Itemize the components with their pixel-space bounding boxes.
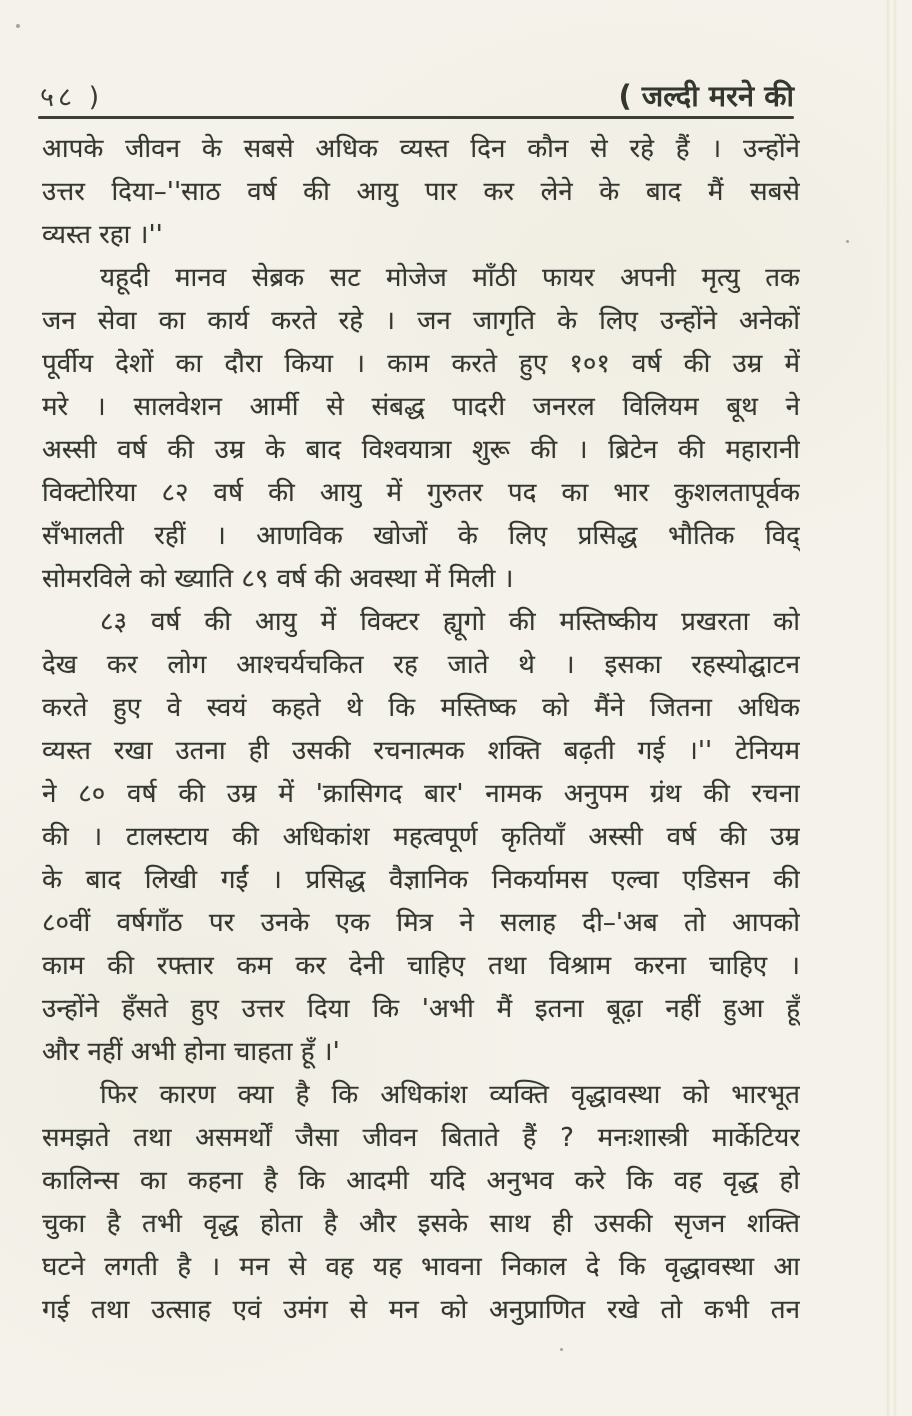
text-line: ८३ वर्ष की आयु में विक्टर ह्यूगो की मस्तिष्कीय प्रखरता को xyxy=(100,607,800,637)
text-line: सोमरविले को ख्याति ८९ वर्ष की अवस्था में मिली । xyxy=(42,564,514,594)
running-title: ( जल्दी मरने की xyxy=(618,79,794,113)
text-line: फिर कारण क्या है कि अधिकांश व्यक्ति वृद्धावस्था को भारभूत xyxy=(100,1080,800,1110)
text-line: यहूदी मानव सेब्रक सट मोजेज माँठी फायर अपनी मृत्यु तक xyxy=(100,263,800,293)
text-line: करते हुए वे स्वयं कहते थे कि मस्तिष्क को मैंने जितना अधिक xyxy=(42,693,800,723)
text-line: मरे । सालवेशन आर्मी से संबद्ध पादरी जनरल विलियम बूथ ने xyxy=(42,392,800,422)
text-line: के बाद लिखी गईं । प्रसिद्ध वैज्ञानिक निकर्यामस एल्वा एडिसन की xyxy=(42,865,800,895)
text-line: अस्सी वर्ष की उम्र के बाद विश्वयात्रा शुरू की । ब्रिटेन की महारानी xyxy=(42,435,800,465)
text-line: घटने लगती है । मन से वह यह भावना निकाल दे कि वृद्धावस्था आ xyxy=(42,1252,800,1282)
paragraph xyxy=(42,128,800,257)
text-line: विक्टोरिया ८२ वर्ष की आयु में गुरुतर पद का भार कुशलतापूर्वक xyxy=(42,478,800,508)
text-line: उत्तर दिया–''साठ वर्ष की आयु पार कर लेने के बाद मैं सबसे xyxy=(42,177,800,207)
text-line: आपके जीवन के सबसे अधिक व्यस्त दिन कौन से रहे हैं । उन्होंने xyxy=(42,134,800,164)
page-number: ५८ ) xyxy=(40,82,104,113)
text-line: चुका है तभी वृद्ध होता है और इसके साथ ही उसकी सृजन शक्ति xyxy=(42,1209,800,1239)
text-line: देख कर लोग आश्चर्यचकित रह जाते थे । इसका रहस्योद्घाटन xyxy=(42,650,800,680)
page-header xyxy=(40,76,794,115)
scan-speck xyxy=(846,240,849,243)
text-line: गई तथा उत्साह एवं उमंग से मन को अनुप्राणित रखे तो कभी तन xyxy=(42,1295,800,1325)
text-line: और नहीं अभी होना चाहता हूँ ।' xyxy=(42,1037,340,1067)
scan-edge-artifact xyxy=(886,0,898,1416)
text-line: व्यस्त रखा उतना ही उसकी रचनात्मक शक्ति बढ़ती गई ।'' टेनियम xyxy=(42,736,800,766)
text-line: सँभालती रहीं । आणविक खोजों के लिए प्रसिद्ध भौतिक विद् xyxy=(42,521,800,551)
text-line: ने ८० वर्ष की उम्र में 'क्रासिगद बार' नामक अनुपम ग्रंथ की रचना xyxy=(42,779,800,809)
header-rule xyxy=(38,116,794,119)
text-line: ८०वीं वर्षगाँठ पर उनके एक मित्र ने सलाह दी–'अब तो आपको xyxy=(42,908,800,938)
text-line: जन सेवा का कार्य करते रहे । जन जागृति के लिए उन्होंने अनेकों xyxy=(42,306,800,336)
body-text xyxy=(42,128,800,1332)
scan-speck xyxy=(16,24,20,28)
paragraph xyxy=(42,1074,800,1332)
paragraph xyxy=(42,601,800,1074)
text-line: उन्होंने हँसते हुए उत्तर दिया कि 'अभी मैं इतना बूढ़ा नहीं हुआ हूँ xyxy=(42,994,800,1024)
text-line: काम की रफ्तार कम कर देनी चाहिए तथा विश्राम करना चाहिए । xyxy=(42,951,800,981)
text-line: की । टालस्टाय की अधिकांश महत्वपूर्ण कृतियाँ अस्सी वर्ष की उम्र xyxy=(42,822,800,852)
text-line: कालिन्स का कहना है कि आदमी यदि अनुभव करे कि वह वृद्ध हो xyxy=(42,1166,800,1196)
paragraph xyxy=(42,257,800,601)
text-line: समझते तथा असमर्थों जैसा जीवन बिताते हैं ? मनःशास्त्री मार्केटियर xyxy=(42,1123,800,1153)
scan-speck xyxy=(560,1348,563,1351)
text-line: पूर्वीय देशों का दौरा किया । काम करते हुए १०१ वर्ष की उम्र में xyxy=(42,349,800,379)
text-line: व्यस्त रहा ।'' xyxy=(42,220,163,250)
